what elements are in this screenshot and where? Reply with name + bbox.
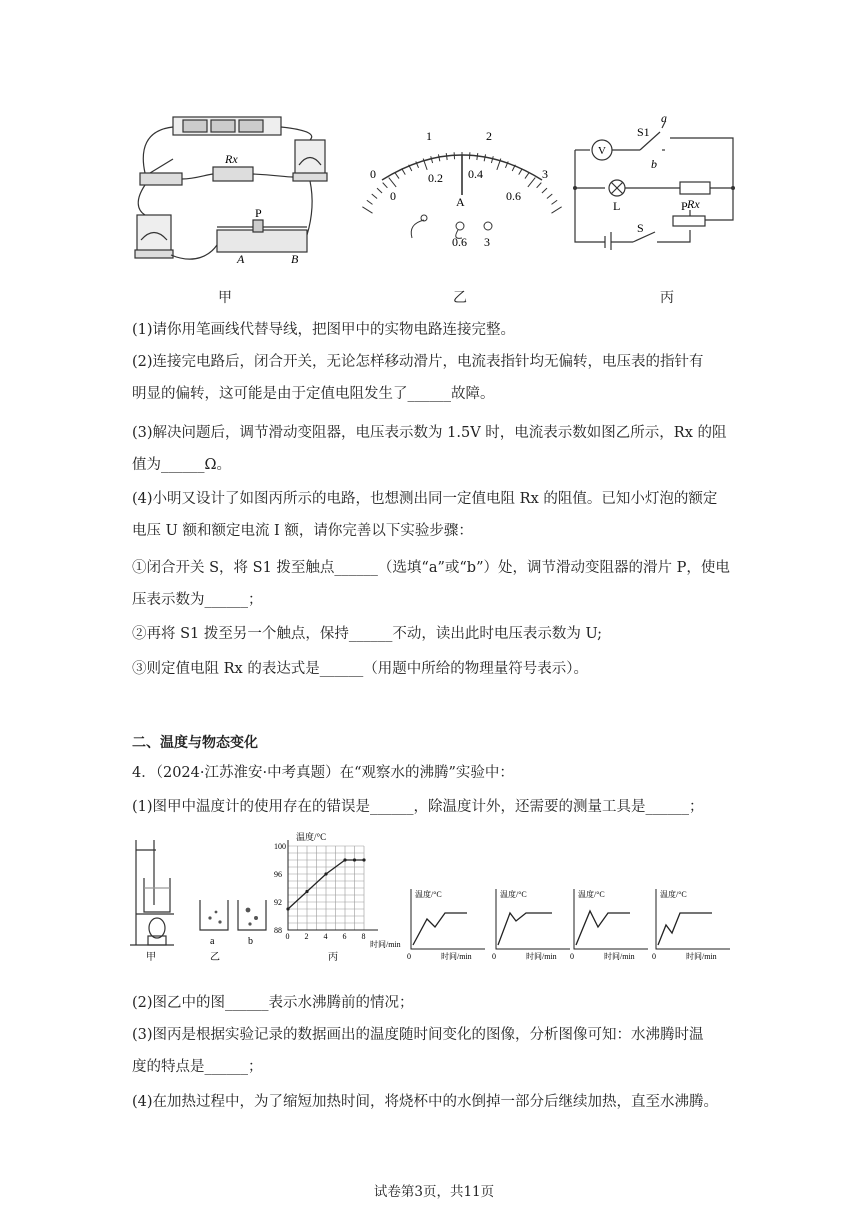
rx-label-bing: Rx: [687, 197, 700, 211]
slider-p-label-bing: P: [681, 199, 688, 213]
ammeter-tick: [552, 200, 558, 204]
s1-label: S1: [637, 125, 650, 139]
voltmeter-v-label: V: [598, 145, 606, 157]
caption-jia: 甲: [218, 290, 232, 306]
q3-step1-line2: 压表示数为______；: [132, 592, 263, 608]
small-graph-line: [498, 913, 552, 945]
caption-yi: 乙: [453, 290, 467, 306]
ammeter-tick: [551, 207, 561, 213]
q4-part1: (1)图甲中温度计的使用存在的错误是______，除温度计外，还需要的测量工具是______；: [132, 799, 704, 815]
ammeter-tick: [547, 194, 552, 199]
q3-part4-line2: 电压 U 额和额定电流 I 额，请你完善以下实验步骤：: [132, 523, 473, 539]
ammeter-tick: [377, 188, 382, 193]
ammeter-tick: [484, 154, 485, 161]
ammeter-tick: [431, 156, 433, 163]
small-graph-line: [576, 911, 630, 945]
chart-axes: [288, 840, 378, 930]
q3-part2-line2: 明显的偏转，这可能是由于定值电阻发生了______故障。: [132, 386, 495, 402]
ammeter-tick: [383, 183, 388, 188]
small-graph-ylabel: 温度/°C: [415, 890, 442, 899]
terminal-a-label: A: [237, 252, 245, 266]
q3-step1-line1: ①闭合开关 S，将 S1 拨至触点______（选填“a”或“b”）处，调节滑动变阻器的滑片 P，使电: [132, 560, 730, 576]
q3-part3-line1: (3)解决问题后，调节滑动变阻器，电压表示数为 1.5V 时，电流表示数如图乙所示，Rx 的阻: [132, 425, 727, 441]
scale-bottom-0: 0: [390, 189, 396, 203]
q3-part3-line2: 值为______Ω。: [132, 457, 232, 473]
small-graph: [405, 885, 491, 961]
small-graph-origin: 0: [570, 952, 574, 961]
scale-bottom-02: 0.2: [428, 171, 443, 185]
scale-top-1: 1: [426, 129, 432, 143]
chart-xtick-label: 2: [304, 932, 309, 941]
chart-point: [343, 858, 346, 861]
beaker-b-label: b: [248, 936, 253, 947]
figure-ammeter-dial: [362, 120, 562, 260]
small-graph-xlabel: 时间/min: [686, 952, 717, 961]
ammeter-tick: [477, 153, 478, 160]
chart-point: [353, 858, 356, 861]
q4-intro: 4．（2024·江苏淮安·中考真题）在“观察水的沸腾”实验中：: [132, 765, 514, 781]
small-graph-ylabel: 温度/°C: [500, 890, 527, 899]
q3-part1: (1)请你用笔画线代替导线，把图甲中的实物电路连接完整。: [132, 322, 516, 338]
chart-point: [324, 872, 327, 875]
rx-label: Rx: [225, 152, 238, 166]
q4-part2: (2)图乙中的图______表示水沸腾前的情况；: [132, 995, 414, 1011]
ammeter-tick: [525, 173, 529, 179]
ammeter-tick: [491, 156, 493, 163]
chart-ytick-label: 100: [274, 842, 286, 851]
caption-bing: 丙: [660, 290, 674, 306]
chart-ytick-label: 92: [274, 898, 282, 907]
scale-top-3: 3: [542, 167, 548, 181]
figure-circuit-bing: [565, 110, 745, 250]
small-graph-line: [413, 913, 467, 945]
ammeter-tick: [537, 183, 542, 188]
section-title: 二、温度与物态变化: [132, 735, 258, 751]
ammeter-tick: [402, 169, 406, 175]
ammeter-tick: [372, 194, 377, 199]
ammeter-tick: [362, 207, 372, 213]
chart-point: [286, 907, 289, 910]
small-graph-xlabel: 时间/min: [604, 952, 635, 961]
caption-bing-2: 丙: [328, 952, 338, 963]
page-footer: 试卷第3页，共11页: [373, 1184, 495, 1200]
ammeter-tick: [438, 154, 439, 161]
small-graph-ylabel: 温度/°C: [578, 890, 605, 899]
small-graph: [568, 885, 654, 961]
small-graph: [490, 885, 576, 961]
scale-bottom-06: 0.6: [506, 189, 521, 203]
ammeter-tick: [528, 178, 535, 187]
lamp-l-label: L: [613, 199, 621, 213]
chart-grid: [288, 840, 378, 930]
ammeter-tick: [519, 169, 523, 175]
scale-top-0: 0: [370, 167, 376, 181]
ammeter-tick: [367, 200, 373, 204]
small-graph-ylabel: 温度/°C: [660, 890, 687, 899]
chart-ytick-label: 88: [274, 926, 282, 935]
contact-a-label: a: [661, 111, 667, 125]
chart-xtick-label: 4: [323, 932, 328, 941]
ammeter-tick: [542, 188, 547, 193]
ammeter-tick: [446, 153, 447, 160]
chart-xlabel: 时间/min: [370, 940, 401, 949]
q3-step2: ②再将 S1 拨至另一个触点，保持______不动，读出此时电压表示数为 U;: [132, 626, 603, 642]
small-graph-xlabel: 时间/min: [526, 952, 557, 961]
chart-point: [305, 890, 308, 893]
chart-ytick-label: 96: [274, 870, 282, 879]
chart-xtick-label: 8: [361, 932, 366, 941]
temperature-chart: [268, 830, 408, 965]
small-graph-origin: 0: [652, 952, 656, 961]
ammeter-tick: [389, 178, 396, 187]
q4-part3-line2: 度的特点是______；: [132, 1059, 263, 1075]
chart-ylabel: 温度/°C: [296, 832, 327, 842]
figure-circuit-jia: [125, 105, 330, 285]
q4-part3-line1: (3)图丙是根据实验记录的数据画出的温度随时间变化的图像，分析图像可知：水沸腾时温: [132, 1027, 704, 1043]
small-graph-origin: 0: [407, 952, 411, 961]
scale-top-2: 2: [486, 129, 492, 143]
caption-jia-2: 甲: [146, 952, 156, 963]
terminal-3-label: 3: [484, 235, 490, 249]
slider-p-label: P: [255, 206, 262, 220]
small-graph: [650, 885, 736, 961]
ammeter-tick: [395, 173, 399, 179]
q3-step3: ③则定值电阻 Rx 的表达式是______（用题中所给的物理量符号表示）。: [132, 661, 589, 677]
caption-yi-2: 乙: [210, 952, 220, 963]
switch-s-label: S: [637, 221, 644, 235]
unit-a-label: A: [456, 195, 465, 209]
scale-bottom-04: 0.4: [468, 167, 483, 181]
chart-xtick-label: 0: [285, 932, 290, 941]
q3-part2-line1: (2)连接完电路后，闭合开关，无论怎样移动滑片，电流表指针均无偏转，电压表的指针有: [132, 354, 704, 370]
small-graph-line: [658, 913, 712, 945]
small-graph-origin: 0: [492, 952, 496, 961]
q3-part4-line1: (4)小明又设计了如图丙所示的电路，也想测出同一定值电阻 Rx 的阻值。已知小灯泡的额定: [132, 491, 718, 507]
q4-part4: (4)在加热过程中，为了缩短加热时间，将烧杯中的水倒掉一部分后继续加热，直至水沸腾。: [132, 1094, 719, 1110]
small-graph-xlabel: 时间/min: [441, 952, 472, 961]
beaker-a-label: a: [210, 936, 215, 947]
terminal-06-label: 0.6: [452, 235, 467, 249]
chart-xtick-label: 6: [342, 932, 347, 941]
figure-boiling-apparatus: [130, 830, 270, 965]
chart-point: [362, 858, 365, 861]
contact-b-label: b: [651, 157, 657, 171]
terminal-b-label: B: [291, 252, 299, 266]
